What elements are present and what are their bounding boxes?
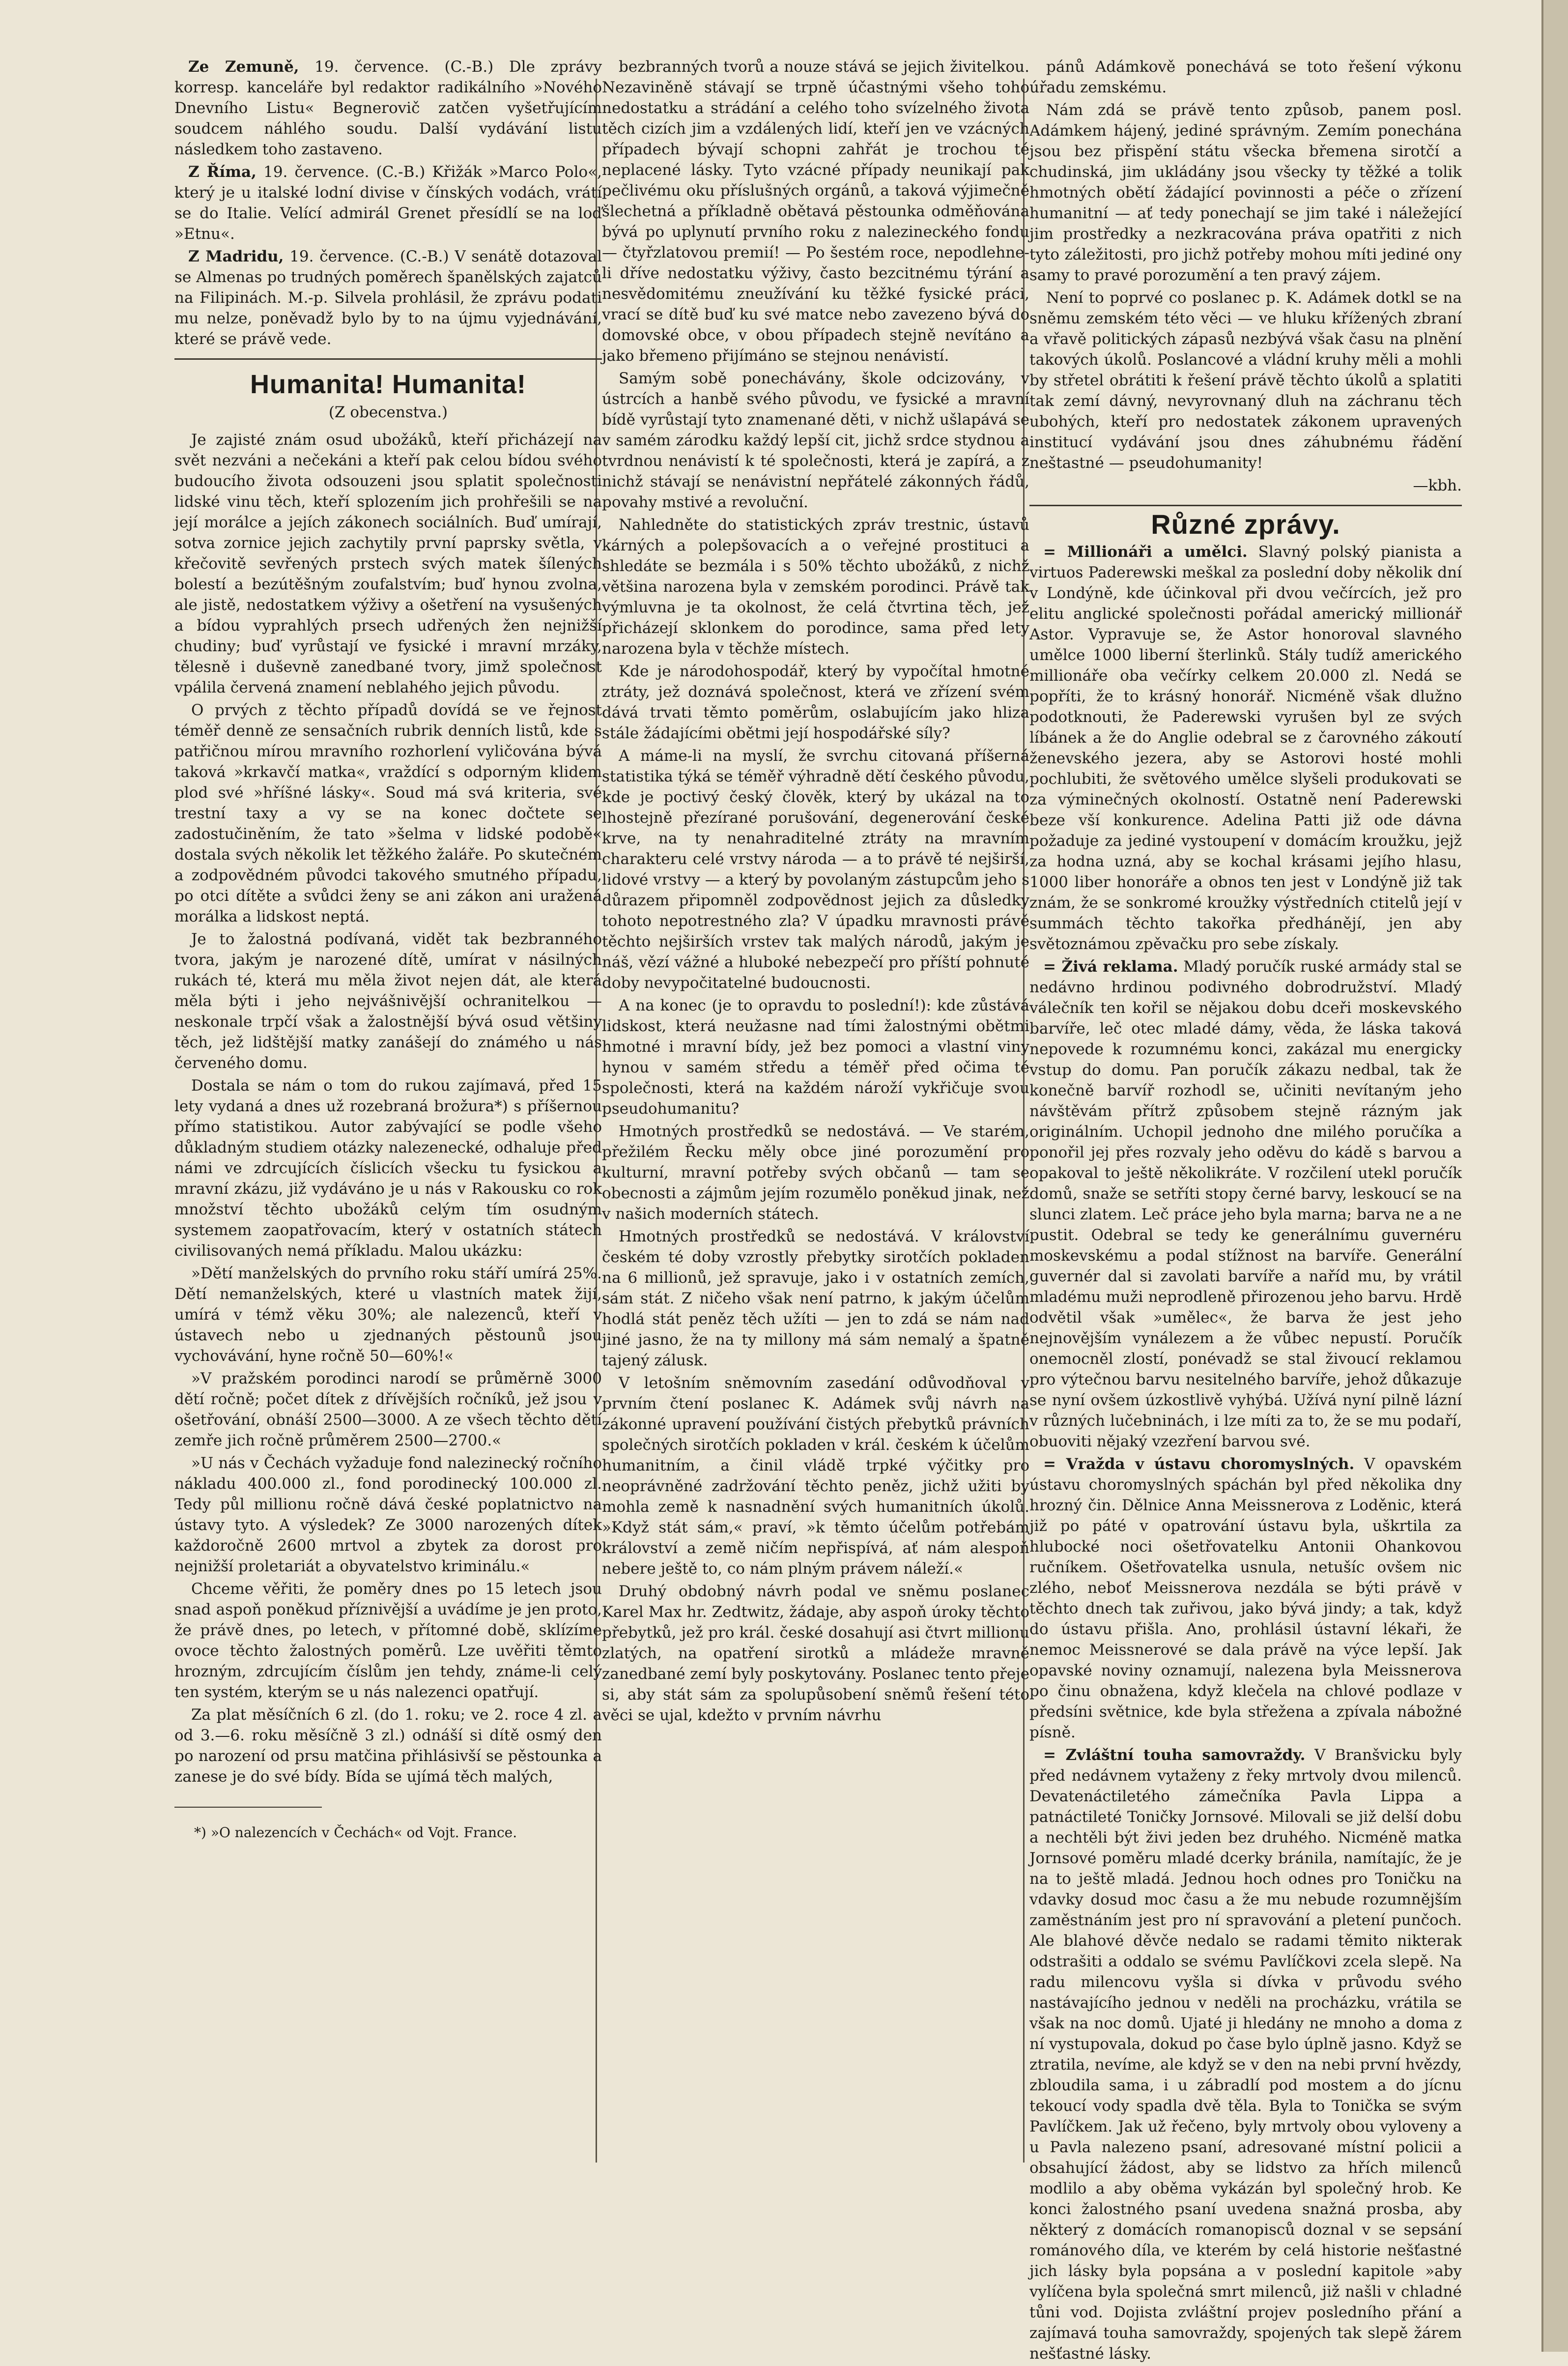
footnote-rule: [174, 1807, 322, 1808]
news-item-head: = Millionáři a umělci.: [1043, 543, 1248, 561]
news-madrid-text: 19. července. (C.-B.) V senátě dotazoval se Almenas po trudných poměrech španělských zajatců na Filipinách. M.-p. Silvela prohlásil, že zprávu podati mu nelze, poněvadž bylo by to na újmu vyjednávání, které se právě vede.: [174, 248, 602, 348]
article-quote: »U nás v Čechách vyžaduje fond nalezinecký ročního nákladu 400.000 zl., fond porodinecký 100.000 zl. Tedy půl millionu ročně dává české poplatnictvo na ústavy tyto. A výsledek? Ze 3000 narozených dítek každoročně 2600 mrtvol a zbytek za dorost pro nejnižší proletariát a obyvatelstvo kriminálu.«: [174, 1454, 602, 1575]
article-paragraph: O prvých z těchto případů dovídá se ve řejnost téměř denně ze sensačních rubrik denních listů, kde s patřičnou mírou mravního rozhorlení vyličována bývá taková »krkavčí matka«, vraždící s odporným klidem plod své »hříšné lásky«. Soud má svá kriteria, své trestní taxy a vy se na konec dočtete se zadostučiněním, že tato »šelma v lidské podobě« dostala svých několik let těžkého žaláře. Po skutečném a zodpovědném původci takového smutného případu, po otci dítěte a svůdci ženy se ani zákon ani uražená morálka a lidskost neptá.: [174, 701, 602, 925]
news-item-text: V Branšvicku byly před nedávnem vytaženy z řeky mrtvoly dvou milenců. Devatenáctiletého zámečníka Pavla Lippa a patnáctileté Toničky Jornsové. Milovali se již delší dobu a nechtěli být živi jeden bez druhého. Nicméně matka Jornsové poměru mladé dcerky bránila, namítajíc, že je na to ještě mladá. Jednou hoch odnes pro Toničku na vdavky dosud moc času a že mu nebude rozumnějším zaměstnáním jest pro ní spravování a pletení punčoch. Ale blahové děvče nedalo se radami těmito nikterak odstrašiti a oddalo se svému Pavlíčkovi zcela slepě. Na radu milencovu vyšla si dívka v průvodu svého nastávajícího jednou v neděli na procházku, vrátila se však na noc domů. Ujaté ji hledány ne mnoho a doma z ní vystupovala, dokud po čase bylo úplně jasno. Když se ztratila, nevíme, ale když se v den na nebi první hvězdy, zbloudila sama, i u zábradlí pod mostem a do jícnu tekoucí vody spadla dvě těla. Byla to Tonička se svým Pavlíčkem. Jak už řečeno, byly mrtvoly obou vyloveny a u Pavla nalezeno psaní, adresované místní policii a obsahující žádost, aby se lidstvo za hřích milenců modlilo a aby oběma vykázán byl společný hrob. Ke konci žalostného psaní uvedena snažná prosba, aby některý z domácích romanopisců doznal v se sepsání románového díla, ve kterém by celá historie nešťastné jich lásky byla popsána a v poslední kapitole »aby vylíčena byla společná smrt milenců, již našli v chladné tůni vod. Dojista zvláštní projev posledního přání a zajímavá touha samovraždy, spojených tak slepě žárem nešťastné lásky.: [1029, 1746, 1462, 2363]
article-paragraph: Je to žalostná podívaná, vidět tak bezbranného tvora, jakým je narozené dítě, umírat v násilných rukách té, která mu měla život nejen dát, ale která měla býti i jeho nejvášnivější ochranitelkou — neskonale trpčí však a žalostnější bývá osud většiny těch, jež lidštější matky zanášejí do známého u nás červeného domu.: [174, 930, 602, 1072]
column-2: [602, 57, 1029, 1728]
article-paragraph: Hmotných prostředků se nedostává. — Ve starém, přežilém Řecku měly obce jiné porozumění pro kulturní, mravní potřeby svých občanů — tam se obecnosti a zájmům jejím rozumělo poněkud jinak, než v našich moderních státech.: [602, 1123, 1029, 1223]
article-paragraph: Kde je národohospodář, který by vypočítal hmotné ztráty, jež doznává společnost, která ve zřízení svém dává trvati těmto poměrům, oslabujícím jako hliza stále žádajícími obětmi její hospodářské síly?: [602, 663, 1029, 742]
news-item: [1029, 1454, 1462, 1743]
news-item-text: Mladý poručík ruské armády stal se nedávno hrdinou podivného dobrodružství. Mladý válečník ten kořil se nějakou dobu dceři moskevského barvíře, leč otec mladé dámy, věda, že láska taková nepovede k rozumnému konci, zakázal mu energicky vstup do domu. Pan poručík zákazu nedbal, tak že konečně barvíř rozhodl se, učiniti nevítaným jeho návštěvám přítrž způsobem stejně rázným jak originálním. Uchopil jednoho dne milého poručíka a ponořil jej přes rozvaly jeho oděvu do kádě s barvou a opakoval to ještě několikráte. V rozčilení utekl poručík domů, snaže se setříti stopy černé barvy, leskoucí se na slunci zlatem. Leč práce jeho byla marna; barva ne a ne pustit. Odebral se tedy ke generálnímu guvernéru moskevskému a podal stížnost na barvíře. Generální guvernér dal si zavolati barvíře a naříd mu, by vrátil mladému muži neprodleně přirozenou jeho barvu. Hrdě odvětil však »umělec«, že barva že jest jeho nejnovějším vynálezem a že vůbec nepustí. Poručík onemocněl zlostí, ponévadž se stal živoucí reklamou pro výtečnou barvu nesitelného barvíře, jehož důkazuje se nyní ovšem úzkostlivě vyhýbá. Užívá nyní pilně lázní v různých lučebninách, i lze míti za to, že se mu podaří, obuoviti nějaký vzezření barvou své.: [1029, 958, 1462, 1450]
news-item-head: = Zvláštní touha samovraždy.: [1043, 1746, 1306, 1764]
article-paragraph: Druhý obdobný návrh podal ve sněmu poslanec Karel Max hr. Zedtwitz, žádaje, aby aspoň úroky těchto přebytků, jež pro král. české dosahují asi čtvrt millionu zlatých, na opatření sirotků a mládeže mravně zanedbané zemí byly poskytovány. Poslanec tento přeje si, aby stát sám za spolupůsobení sněmů řešení této věci se ujal, kdežto v prvním návrhu: [602, 1583, 1029, 1724]
news-item: [1029, 542, 1462, 954]
article-paragraph: Chceme věřiti, že poměry dnes po 15 letech jsou snad aspoň poněkud příznivější a uvádíme je jen proto, že právě dnes, po letech, v přítomné době, sklízíme ovoce těchto žalostných poměrů. Lze uvěřiti těmto hrozným, zdrcujícím číslům jen tehdy, známe-li celý ten systém, kterým se u nás nalezenci opatřují.: [174, 1580, 602, 1701]
article-subhead: (Z obecenstva.): [328, 404, 448, 421]
page-edge: [1543, 0, 1568, 2352]
column-3: [1029, 57, 1462, 2366]
article-paragraph: bezbranných tvorů a nouze stává se jejich živitelkou. Nezaviněně stávají se trpně účastnými všeho toho nedostatku a strádání a celého toho svízelného života těch cizích jim a vzdálených lidí, kteří jen ve vzácných případech bývají schopni zahřát je trochou té neplacené lásky. Tyto vzácné případy neunikají pak pečlivému oku příslušných orgánů, a taková výjimečně šlechetná a příkladně obětavá pěstounka odměňována bývá po uplynutí prvního roku z nalezineckého fondu — čtyřzlatovou premií! — Po šestém roce, nepodlehne-li dříve nedostatku výživy, často bezcitnému týrání a nesvědomitému zneužívání ku těžké fysické práci, vrací se dítě buď ku své matce nebo zavezeno bývá do domovské obce, v obou případech stejně nevítáno a jako břemeno přijímáno se stejnou nenávistí.: [602, 58, 1029, 365]
article-paragraph: Dostala se nám o tom do rukou zajímavá, před 15 lety vydaná a dnes už rozebraná brožura*) s příšernou přímo statistikou. Autor zabývající se podle všeho důkladným studiem otázky nalezenecké, odhaluje před námi ve zdrcujících číslicích všecku tu fysickou a mravní zkázu, již vydáváno je u nás v Rakousku co rok množství těchto ubožáků celým tím osudným systemem zaopatřovacím, který v ostatních státech civilisovaných nemá příkladu. Malou ukázku:: [174, 1077, 602, 1260]
article-paragraph: Nám zdá se právě tento způsob, panem posl. Adámkem hájený, jediné správným. Zemím ponechána jsou bez přispění státu všecka břemena sirotčí a chudinská, jim ukládány jsou všecky ty těžké a tolik hmotných obětí žádající povinnosti a péče o zřízení humanitní — ať tedy ponechají se jim také i náležející jim prostředky a nezkracována práva opatřiti z nich tyto záležitosti, pro jichž potřeby mohou míti jediné ony samy to pravé porozumění a ten pravý zájem.: [1029, 101, 1462, 284]
article-signature: —kbh.: [1413, 477, 1462, 494]
column-1: [174, 57, 602, 1843]
article-quote: »Dětí manželských do prvního roku stáří umírá 25%. Dětí nemanželských, které u vlastních matek žijí, umírá v témž věku 30%; ale nalezenců, kteří v ústavech nebo u zjednaných pěstounů jsou vychovávání, hyne ročně 50—60%!«: [174, 1265, 602, 1365]
news-item-text: Slavný polský pianista a virtuos Paderewski meškal za poslední doby několik dní v Londýně, kde účinkoval při dvou večírcích, jež pro elitu anglické společnosti pořádal americký millionář Astor. Vypravuje se, že Astor honoroval slavného umělce 1000 liberní šterlinků. Stály tudíž amerického millionáře oba večírky celkem 20.000 zl. Nedá se popříti, že to krásný honorář. Nicméně však dlužno podotknouti, že Paderewski vyrušen byl ze svých líbánek a že do Anglie odebral se z čarovného zákoutí ženevského jezera, aby se Astorovi hosté mohli pochlubiti, že světového umělce slyšeli produkovati se za výminečných okolností. Ostatně není Paderewski beze vší konkurence. Adelina Patti již ode dávna požaduje za jediné vystoupení v domácím kroužku, jejž za hodna uzná, aby se kochal krásami jejího hlasu, 1000 liber honoráře a obnos ten jest v Londýně již tak znám, že se sonkromé kroužky výstředních ctitelů její v summách těchto takořka předhánějí, jen aby světoznámou zpěvačku pro sebe získaly.: [1029, 543, 1462, 953]
news-madrid-place: Z Madridu,: [188, 248, 284, 265]
news-item-head: = Živá reklama.: [1043, 958, 1178, 976]
section-divider: [1029, 505, 1462, 506]
article-headline: Humanita! Humanita!: [250, 370, 527, 399]
article-paragraph: A na konec (je to opravdu to poslední!): kde zůstává lidskost, která neužasne nad tími žalostnými obětmi hmotné i mravní bídy, jež bez pomoci a vlastní viny hynou v samém středu a téměř před očima té společnosti, která na každém nároží vykřičuje svou pseudohumanitu?: [602, 997, 1029, 1118]
footnote: *) »O nalezencích v Čechách« od Vojt. France.: [194, 1824, 517, 1841]
article-paragraph: Hmotných prostředků se nedostává. V království českém té doby vzrostly přebytky sirotčích pokladen na 6 millionů, jež spravuje, jako i v ostatních zemích, sám stát. Z ničeho však není patrno, k jakým účelům hodlá stát peněz těch užíti — jen to zdá se nám nad jiné jasno, že na ty millony má sám nemalý a špatně tajený zálusk.: [602, 1228, 1029, 1369]
article-paragraph: pánů Adámkově ponechává se toto řešení výkonu úřadu zemskému.: [1029, 58, 1462, 96]
section-title: Různé zprávy.: [1151, 509, 1340, 540]
section-divider: [174, 358, 602, 360]
news-zemun: [174, 57, 602, 160]
page-edge-line: [1541, 0, 1543, 2352]
news-item: [1029, 956, 1462, 1452]
article-paragraph: Není to poprvé co poslanec p. K. Adámek dotkl se na sněmu zemském této věci — ve hluku křížených zbraní a vřavě politických zápasů nezbývá však času na plnění takových úkolů. Poslancové a vládní kruhy měli a mohli by střetel obrátiti k řešení právě těchto úkolů a splatiti tak zemí dávný, nevyrovnaný dluh na záchranu těch ubohých, kteří pro nedostatek zákonem upravených institucí vydávání jsou dnes záhubnému řádění neštastné — pseudohumanity!: [1029, 289, 1462, 472]
news-item-text: V opavském ústavu choromyslných spáchán byl před několika dny hrozný čin. Dělnice Anna Meissnerova z Loděnic, která již po páté v opatrování ústavu byla, uškrtila za hlubocké noci ošetřovatelku Antonii Ohankovou ručníkem. Ošetřovatelka usnula, netušíc ovšem nic zlého, neboť Meissnerova nezdála se býti právě v těchto dnech tak zuřivou, jako bývá jindy; a tak, když do ústavu přišla. Ano, prohlásil ústavní lékaři, že nemoc Meissnerové se dala právě na výce lepší. Jak opavské noviny oznamují, nalezena byla Meissnerova po činu obnažena, když klečela na chlové podlaze v předsíni světnice, kde byla střežena a zpívala nábožné písně.: [1029, 1455, 1462, 1741]
news-rim-text: 19. července. (C.-B.) Křižák »Marco Polo«, který je u italské lodní divise v čínských vodách, vrátí se do Italie. Velící admirál Grenet přesídlí se na loď »Etnu«.: [174, 163, 602, 243]
news-madrid: [174, 246, 602, 349]
article-paragraph: Za plat měsíčních 6 zl. (do 1. roku; ve 2. roce 4 zl. a od 3.—6. roku měsíčně 3 zl.) odnáší si dítě osmý den po narození od prsu matčina přihlásivší se pěstounka a zanese je do své bídy. Bída se ujímá těch malých,: [174, 1706, 602, 1786]
article-paragraph: Je zajisté znám osud ubožáků, kteří přicházejí na svět nezváni a nečekáni a kteří pak celou bídou svého budoucího života odsouzeni jsou splatit společnosti lidské vinu těch, kteří splozením jich prohřešili se na její morálce a jejích zákonech sociálních. Buď umírají, sotva zornice jejich zachytily první paprsky světla, v křečovitě sevřených prstech svých matek šílených bolestí a bezútěšným zoufalstvím; buď hynou zvolna, ale jistě, nedostatkem výživy a ošetření na vysušených a bídou vyprahlých prsech udřených žen nejnižší chudiny; buď vyrůstají ve fysické i mravní mrzáky, tělesně i duševně zanedbané tvory, jimž společnost vpálila červená znamení neblahého jejich původu.: [174, 431, 602, 696]
article-quote: »V pražském porodinci narodí se průměrně 3000 dětí ročně; počet dítek z dřívějších ročníků, jež jsou v ošetřování, obnáší 2500—3000. A ze všech těchto dětí zemře jich ročně průměrem 2500—2700.«: [174, 1370, 602, 1449]
news-zemun-text: 19. července. (C.-B.) Dle zprávy korresp. kanceláře byl redaktor radikálního »Nového Dnevního Listu« Begnerovič zatčen vyšetřujícím soudcem náhlého soudu. Další vydávání listu následkem toho zastaveno.: [174, 58, 602, 158]
news-zemun-place: Ze Zemuně,: [188, 58, 299, 76]
article-paragraph: V letošním sněmovním zasedání odůvodňoval v prvním čtení poslanec K. Adámek svůj návrh na zákonné upravení používání čistých přebytků právních společných sirotčích pokladen v král. českém k účelům humanitním, a činil vládě trpké výčitky pro neoprávněné zadržování těchto peněz, jichž užiti by mohla země k nasnadnění svých humanitních úkolů. »Když stát sám,« praví, »k těmto účelům potřebám království a země ničím nepřispívá, ať nám alespoň nebere ještě to, co nám plným právem náleží.«: [602, 1374, 1029, 1578]
news-rim-place: Z Říma,: [188, 163, 257, 181]
news-rim: [174, 162, 602, 244]
article-paragraph: Samým sobě ponechávány, škole odcizovány, v ústrcích a hanbě svého původu, ve fysické a mravní bídě vyrůstají tyto znamenané děti, v nichž ušlapává se v samém zárodku každý lepší cit, jichž srdce stydnou a tvrdnou nenávistí k té společnosti, která je zapírá, a z nichž stávají se nenávistní nepřátelé zákonných řádů, povahy mstivé a revoluční.: [602, 370, 1029, 511]
news-item-head: = Vražda v ústavu choromyslných.: [1043, 1455, 1355, 1473]
news-item: [1029, 1745, 1462, 2364]
article-paragraph: A máme-li na myslí, že svrchu citovaná příšerná statistika týká se téměř výhradně dětí českého původu, kde je poctivý český člověk, který by ukázal na to lhostejně přezírané porušování, degenerování české krve, na ty nenahraditelné ztráty na mravním charakteru celé vrstvy národa — a to právě té nejširší, lidové vrstvy — a který by povolaným zástupcům jeho s důrazem připomněl zodpovědnost jejich za důsledky tohoto nepotrestného zla? V úpadku mravnosti právě těchto nejširších vrstev tak malých národů, jakým je náš, vězí vážné a hluboké nebezpečí pro příští pohnuté doby nevypočitatelné budoucnosti.: [602, 747, 1029, 992]
article-paragraph: Nahledněte do statistických zpráv trestnic, ústavů kárných a polepšovacích a o veřejné prostituci a shledáte se bezmála i s 50% těchto ubožáků, z nichž většina narozena byla v zemském porodinci. Právě tak výmluvna je ta okolnost, že celá čtvrtina těch, jež přicházejí sklonkem do porodince, sama před lety narozena byla v těchže místech.: [602, 516, 1029, 658]
